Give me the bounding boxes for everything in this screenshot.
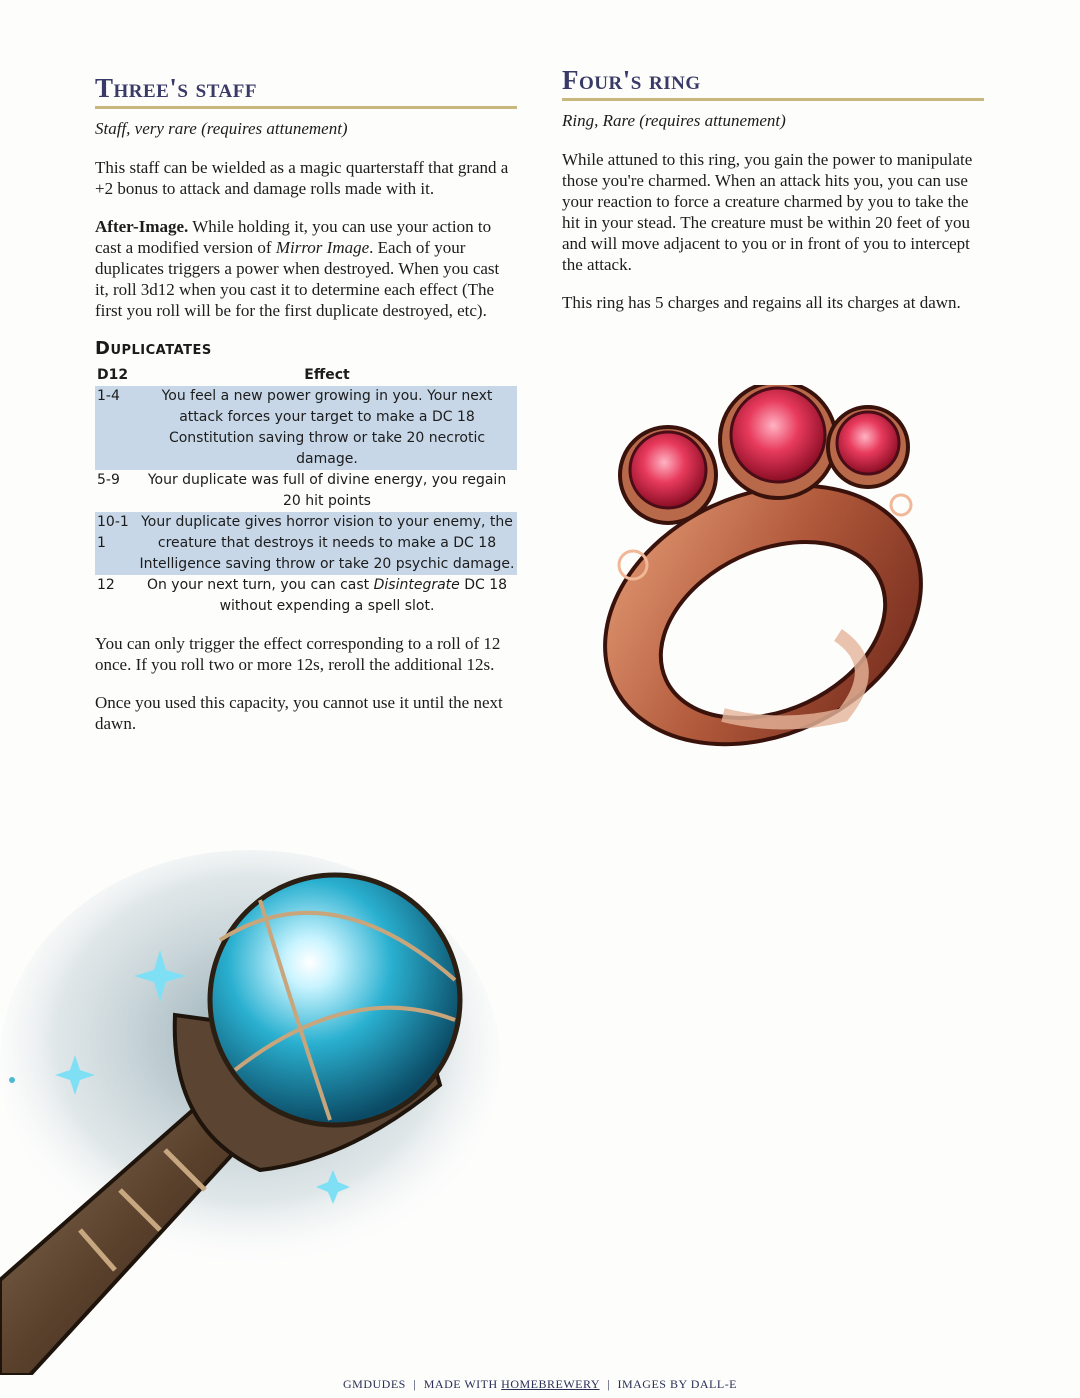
three-staff-section — [95, 72, 517, 751]
effect-text-2: DC 18 without expending a spell slot. — [219, 577, 508, 614]
staff-icon — [0, 830, 500, 1375]
effect-cell: Your duplicate gives horror vision to your enemy, the creature that destroys it needs to make a DC 18 Intelligence saving throw or take 20 psychic damage. — [137, 512, 517, 575]
four-ring-charges-paragraph: This ring has 5 charges and regains all its charges at dawn. — [562, 293, 961, 312]
four-ring-main-paragraph: While attuned to this ring, you gain the power to manipulate those you're charmed. When an attack hits you, you can use your reaction to force a creature charmed by you to take the hit in your stead. The creature must be within 20 feet of you and will move adjacent to you or in front of you to intercept the attack. — [562, 150, 973, 274]
duplicates-table — [95, 365, 517, 617]
effect-cell: Your duplicate was full of divine energy, you regain 20 hit points — [147, 472, 507, 509]
table-row — [95, 575, 517, 617]
header-effect: Effect — [304, 367, 350, 383]
four-ring-title: Four's ring — [562, 64, 984, 101]
four-ring-section — [562, 64, 984, 330]
footer-made-with: MADE WITH — [423, 1377, 502, 1391]
ruby-ring-image — [583, 385, 938, 760]
mirror-image-spell: Mirror Image — [275, 238, 370, 257]
roll-cell: 1-4 — [95, 386, 137, 470]
roll-cell: 5-9 — [97, 472, 120, 488]
after-image-text-2: . Each of your duplicates triggers a power when destroyed. When you cast it, roll 3d12 when you cast it to determine each effect (The first you roll will be for the first duplicate destroyed, etc). — [95, 238, 500, 320]
after-image-paragraph — [95, 216, 517, 321]
table-row — [95, 470, 517, 512]
after-image-text-1: While holding it, you can use your action to cast a modified version of — [95, 217, 492, 257]
reroll-paragraph: You can only trigger the effect corresponding to a roll of 12 once. If you roll two or more 12s, reroll the additional 12s. — [95, 634, 501, 674]
crystal-staff-image — [0, 830, 500, 1375]
three-staff-intro: This staff can be wielded as a magic quarterstaff that grand a +2 bonus to attack and damage rolls made with it. — [95, 158, 509, 198]
effect-cell: You feel a new power growing in you. Your next attack forces your target to make a DC 18 Constitution saving throw or take 20 necrotic damage. — [137, 386, 517, 470]
after-image-label: After-Image. — [95, 217, 189, 236]
four-ring-subtitle: Ring, Rare (requires attunement) — [562, 111, 786, 130]
roll-cell: 10-11 — [95, 512, 137, 575]
table-header-row — [95, 365, 517, 386]
effect-cell — [137, 575, 517, 617]
page-footer — [0, 1377, 1080, 1392]
table-row — [95, 512, 517, 575]
roll-cell: 12 — [97, 577, 115, 593]
footer-separator: | — [413, 1377, 417, 1391]
footer-gmdudes: GMDUDES — [342, 1377, 406, 1391]
table-row — [95, 386, 517, 470]
header-d12: D12 — [97, 367, 129, 383]
duplicates-table-title: Duplicatates — [95, 338, 212, 359]
footer-separator: | — [607, 1377, 610, 1391]
three-staff-title: Three's staff — [95, 72, 517, 109]
ring-icon — [583, 385, 938, 760]
homebrewery-link[interactable]: HOMEBREWERY — [501, 1377, 600, 1391]
effect-text-1: On your next turn, you can cast — [146, 577, 374, 593]
three-staff-subtitle: Staff, very rare (requires attunement) — [95, 119, 348, 138]
disintegrate-spell: Disintegrate — [373, 577, 460, 593]
once-paragraph: Once you used this capacity, you cannot use it until the next dawn. — [95, 693, 503, 733]
footer-images-credit: IMAGES BY DALL-E — [617, 1377, 738, 1391]
